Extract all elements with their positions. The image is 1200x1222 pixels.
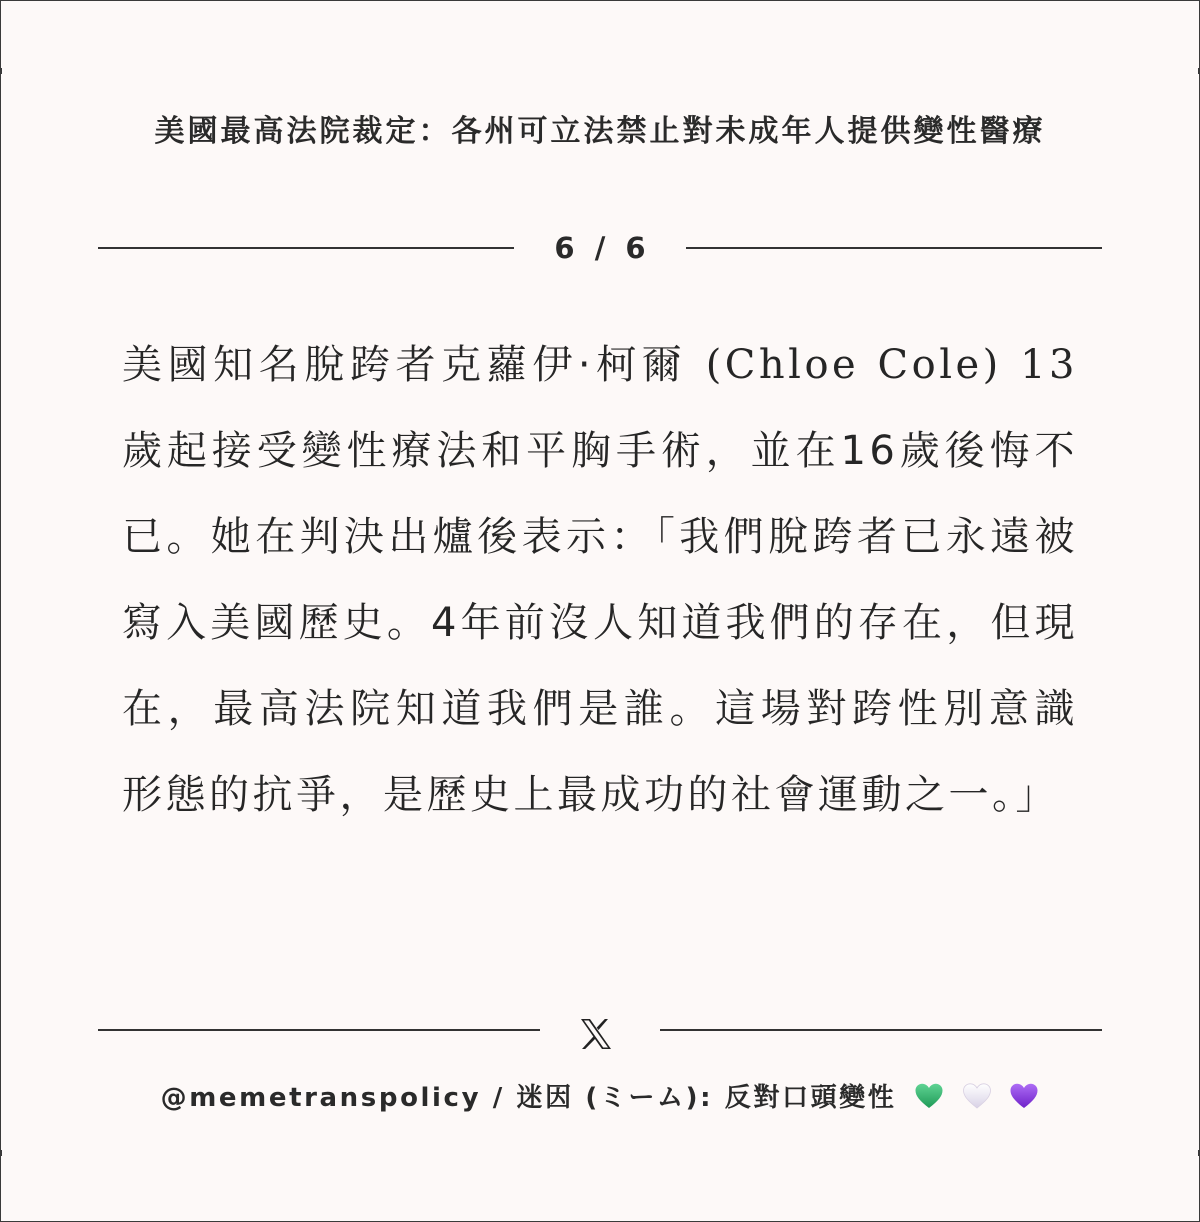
footer-divider-left	[98, 1029, 540, 1031]
green-heart-icon	[914, 1082, 944, 1110]
footer-divider-right	[660, 1029, 1102, 1031]
footer-divider-row	[98, 1008, 1102, 1056]
quote-body	[122, 322, 1078, 838]
frame-tick	[0, 68, 2, 74]
white-heart-icon	[962, 1082, 992, 1110]
post-title: 美國最高法院裁定：各州可立法禁止對未成年人提供變性醫療	[154, 114, 1046, 149]
body-text-english: (Chloe Cole) 13	[705, 342, 1078, 388]
purple-heart-icon	[1009, 1082, 1039, 1110]
frame-tick	[0, 1150, 2, 1156]
body-text-before: 美國知名脫跨者克蘿伊·柯爾	[122, 342, 706, 388]
page-indicator: 6 / 6	[554, 231, 646, 265]
page-indicator-row	[98, 226, 1102, 270]
account-handle: @memetranspolicy / 迷因 (ミーム): 反對口頭變性	[160, 1083, 897, 1113]
body-text-after: 歲起接受變性療法和平胸手術，並在16歲後悔不已。她在判決出爐後表示：「我們脫跨者已永遠被寫入美國歷史。4年前沒人知道我們的存在，但現在，最高法院知道我們是誰。這場對跨性別意識形態的抗爭，是歷史上最成功的社會運動之一。」	[122, 428, 1078, 818]
x-logo-icon	[578, 1016, 614, 1052]
footer-handle-line	[0, 1076, 1200, 1120]
